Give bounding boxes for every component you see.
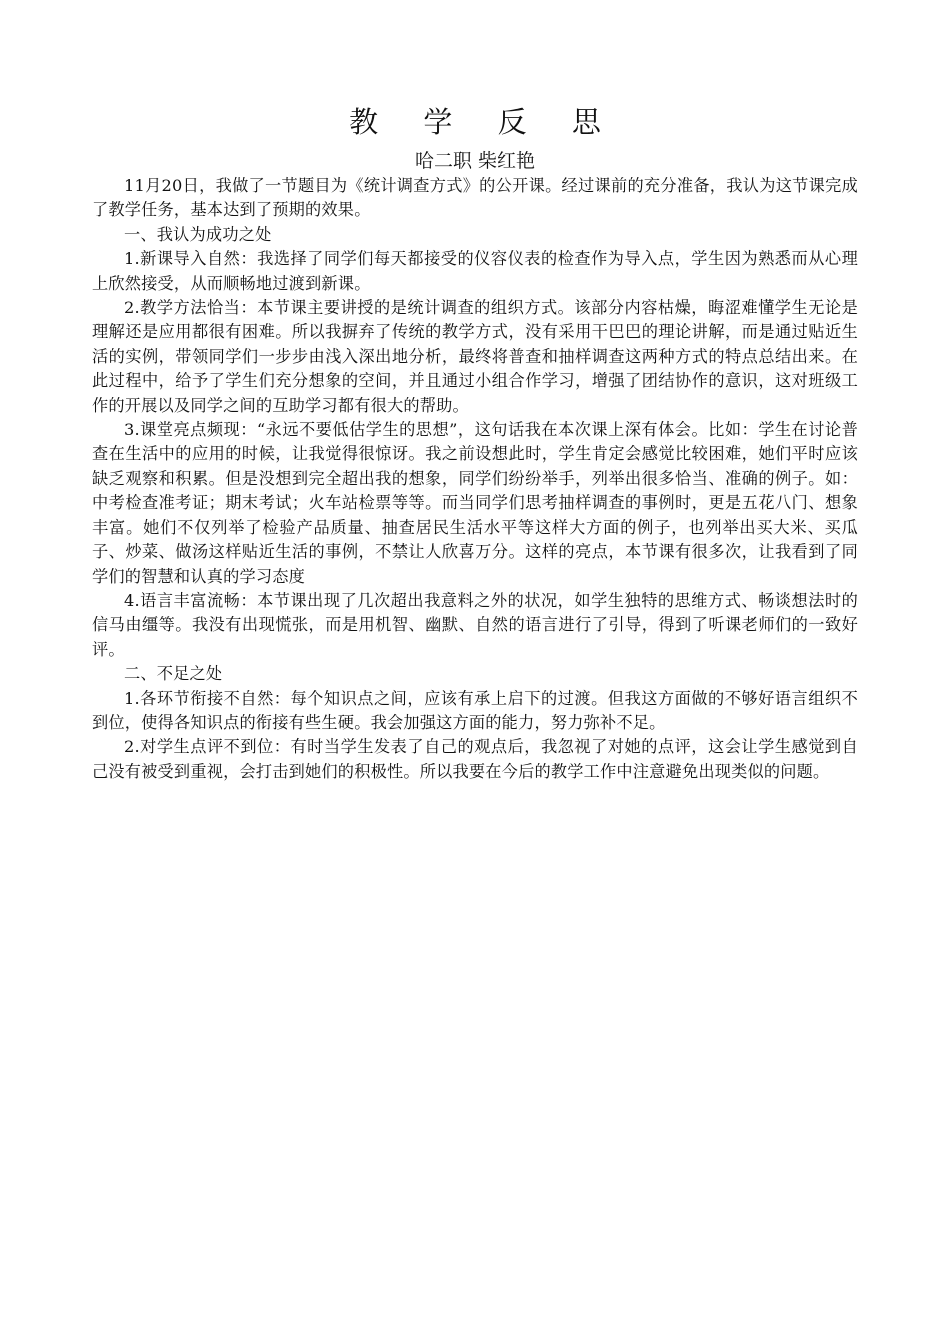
section-heading-successes: 一、我认为成功之处 [124, 224, 272, 244]
shortcoming-point-1: 1.各环节衔接不自然：每个知识点之间，应该有承上启下的过渡。但我这方面做的不够好语言组织不到位，使得各知识点的衔接有些生硬。我会加强这方面的能力，努力弥补不足。 [92, 688, 858, 732]
success-point-2: 2.教学方法恰当：本节课主要讲授的是统计调查的组织方式。该部分内容枯燥，晦涩难懂学生无论是理解还是应用都很有困难。所以我摒弃了传统的教学方式，没有采用干巴巴的理论讲解，而是通过贴近生活的实例，带领同学们一步步由浅入深出地分析，最终将普查和抽样调查这两种方式的特点总结出来。在此过程中，给予了学生们充分想象的空间，并且通过小组合作学习，增强了团结协作的意识，这对班级工作的开展以及同学之间的互助学习都有很大的帮助。 [92, 298, 858, 415]
success-point-3: 3.课堂亮点频现：“永远不要低估学生的思想”，这句话我在本次课上深有体会。比如：学生在讨论普查在生活中的应用的时候，让我觉得很惊讶。我之前设想此时，学生肯定会感觉比较困难，她们平时应该缺乏观察和积累。但是没想到完全超出我的想象，同学们纷纷举手，列举出很多恰当、准确的例子。如：中考检查准考证；期末考试；火车站检票等等。而当同学们思考抽样调查的事例时，更是五花八门、想象丰富。她们不仅列举了检验产品质量、抽查居民生活水平等这样大方面的例子，也列举出买大米、买瓜子、炒菜、做汤这样贴近生活的事例，不禁让人欣喜万分。这样的亮点，本节课有很多次，让我看到了同学们的智慧和认真的学习态度 [92, 420, 858, 586]
document-page [92, 100, 858, 784]
intro-paragraph: 11月20日，我做了一节题目为《统计调查方式》的公开课。经过课前的充分准备，我认为这节课完成了教学任务，基本达到了预期的效果。 [92, 176, 858, 220]
success-point-4: 4.语言丰富流畅：本节课出现了几次超出我意料之外的状况，如学生独特的思维方式、畅谈想法时的信马由缰等。我没有出现慌张，而是用机智、幽默、自然的语言进行了引导，得到了听课老师们的一致好评。 [92, 590, 858, 659]
author-line: 哈二职 柴红艳 [414, 150, 536, 172]
shortcoming-point-2: 2.对学生点评不到位：有时当学生发表了自己的观点后，我忽视了对她的点评，这会让学生感觉到自己没有被受到重视，会打击到她们的积极性。所以我要在今后的教学工作中注意避免出现类似的问题。 [92, 737, 858, 781]
success-point-1: 1.新课导入自然：我选择了同学们每天都接受的仪容仪表的检查作为导入点，学生因为熟悉而从心理上欣然接受，从而顺畅地过渡到新课。 [92, 249, 858, 293]
document-title: 教 学 反 思 [349, 105, 619, 139]
section-heading-shortcomings: 二、不足之处 [124, 664, 223, 684]
